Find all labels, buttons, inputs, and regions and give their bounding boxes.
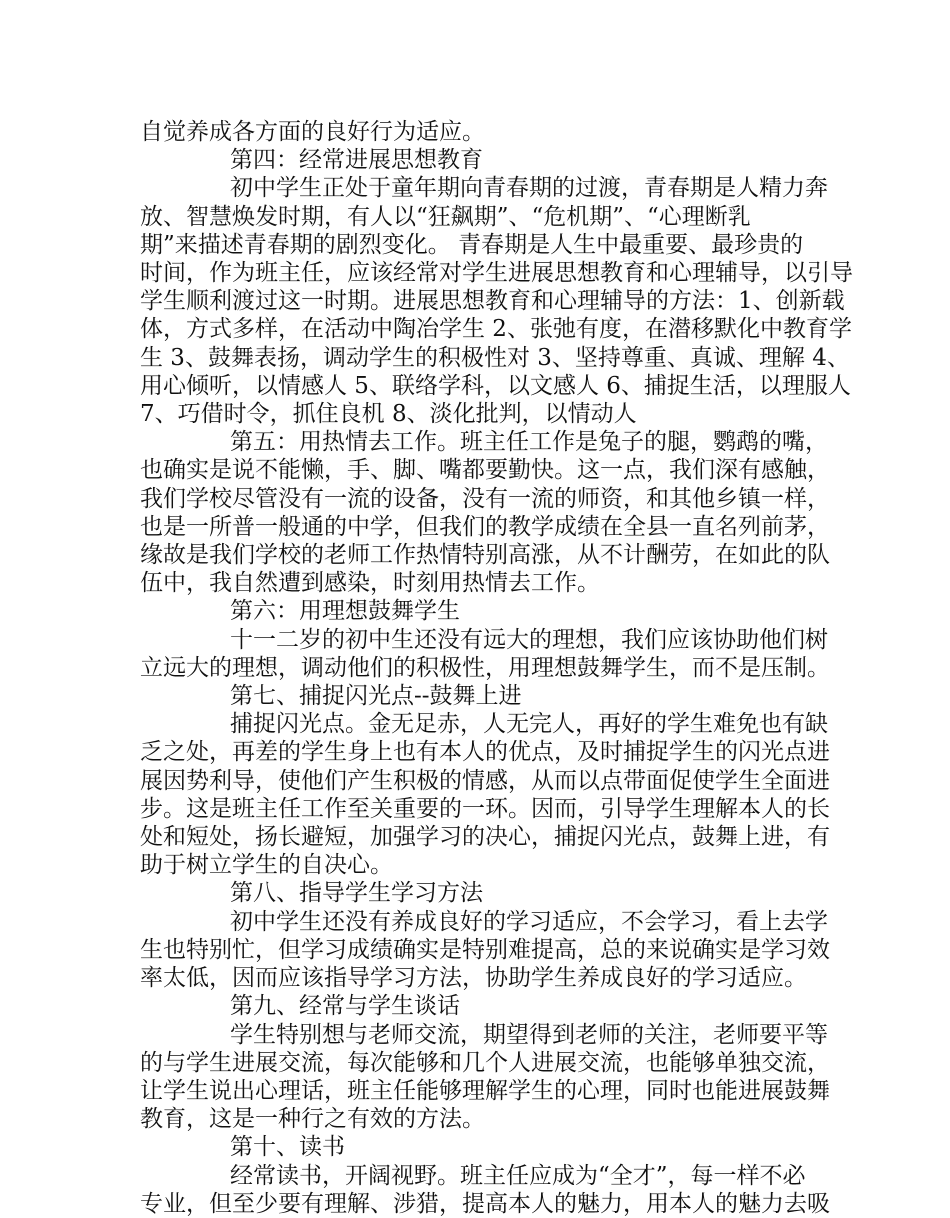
paragraph-line: 也确实是说不能懒，手、脚、嘴都要勤快。这一点，我们深有感触， xyxy=(140,457,830,484)
paragraph-line: 期”来描述青春期的剧烈变化。 青春期是人生中最重要、最珍贵的 xyxy=(140,231,804,258)
paragraph-line-indented: 第七、捕捉闪光点--鼓舞上进 xyxy=(230,683,522,710)
paragraph-line: 时间，作为班主任，应该经常对学生进展思想教育和心理辅导，以引导 xyxy=(140,260,853,287)
paragraph-line-indented: 第八、指导学生学习方法 xyxy=(230,880,483,907)
paragraph-line: 助于树立学生的自决心。 xyxy=(140,852,393,879)
paragraph-line: 用心倾听，以情感人 5、联络学科，以文感人 6、捕捉生活，以理服人 xyxy=(140,372,851,399)
paragraph-line-indented: 第十、读书 xyxy=(230,1134,345,1161)
paragraph-line: 乏之处，再差的学生身上也有本人的优点，及时捕捉学生的闪光点进 xyxy=(140,739,830,766)
paragraph-line: 让学生说出心理话，班主任能够理解学生的心理，同时也能进展鼓舞 xyxy=(140,1077,830,1104)
paragraph-line-indented: 学生特别想与老师交流，期望得到老师的关注，老师要平等 xyxy=(230,1021,828,1048)
paragraph-line-indented: 初中学生还没有养成良好的学习适应，不会学习，看上去学 xyxy=(230,908,828,935)
paragraph-line: 专业，但至少要有理解、涉猎，提高本人的魅力，用本人的魅力去吸 xyxy=(140,1190,830,1217)
paragraph-line: 也是一所普一般通的中学，但我们的教学成绩在全县一直名列前茅， xyxy=(140,513,830,540)
paragraph-line-indented: 第五：用热情去工作。班主任工作是兔子的腿，鹦鹉的嘴， xyxy=(230,429,828,456)
paragraph-line-indented: 十一二岁的初中生还没有远大的理想，我们应该协助他们树 xyxy=(230,626,828,653)
paragraph-line: 率太低，因而应该指导学习方法，协助学生养成良好的学习适应。 xyxy=(140,965,807,992)
paragraph-line: 生也特别忙，但学习成绩确实是特别难提高，总的来说确实是学习效 xyxy=(140,936,830,963)
paragraph-line: 学生顺利渡过这一时期。进展思想教育和心理辅导的方法：1、创新载 xyxy=(140,288,845,315)
document-body xyxy=(140,118,853,1218)
paragraph-line-indented: 捕捉闪光点。金无足赤，人无完人，再好的学生难免也有缺 xyxy=(230,711,828,738)
paragraph-line: 立远大的理想，调动他们的积极性，用理想鼓舞学生，而不是压制。 xyxy=(140,654,830,681)
paragraph-line-indented: 第六：用理想鼓舞学生 xyxy=(230,598,460,625)
paragraph-line: 放、智慧焕发时期，有人以“狂飙期”、“危机期”、“心理断乳 xyxy=(140,203,751,230)
paragraph-line: 伍中，我自然遭到感染，时刻用热情去工作。 xyxy=(140,570,600,597)
paragraph-line: 自觉养成各方面的良好行为适应。 xyxy=(140,119,485,145)
paragraph-line-indented: 经常读书，开阔视野。班主任应成为“全才”，每一样不必 xyxy=(230,1162,806,1189)
paragraph-line: 我们学校尽管没有一流的设备，没有一流的师资，和其他乡镇一样， xyxy=(140,485,830,512)
paragraph-line: 体，方式多样，在活动中陶冶学生 2、张弛有度，在潜移默化中教育学 xyxy=(140,316,852,343)
paragraph-line: 缘故是我们学校的老师工作热情特别高涨，从不计酬劳，在如此的队 xyxy=(140,542,830,569)
paragraph-line-indented: 第九、经常与学生谈话 xyxy=(230,993,460,1020)
paragraph-line: 7、巧借时令，抓住良机 8、淡化批判，以情动人 xyxy=(140,401,637,428)
paragraph-line-indented: 初中学生正处于童年期向青春期的过渡，青春期是人精力奔 xyxy=(230,175,828,202)
paragraph-line: 处和短处，扬长避短，加强学习的决心，捕捉闪光点，鼓舞上进，有 xyxy=(140,824,830,851)
paragraph-line: 展因势利导，使他们产生积极的情感，从而以点带面促使学生全面进 xyxy=(140,767,830,794)
paragraph-line: 步。这是班主任工作至关重要的一环。因而，引导学生理解本人的长 xyxy=(140,795,830,822)
paragraph-line: 的与学生进展交流，每次能够和几个人进展交流，也能够单独交流， xyxy=(140,1049,830,1076)
paragraph-line-indented: 第四：经常进展思想教育 xyxy=(230,147,483,174)
paragraph-line: 生 3、鼓舞表扬，调动学生的积极性对 3、坚持尊重、真诚、理解 4、 xyxy=(140,344,850,371)
paragraph-line: 教育，这是一种行之有效的方法。 xyxy=(140,1106,485,1133)
